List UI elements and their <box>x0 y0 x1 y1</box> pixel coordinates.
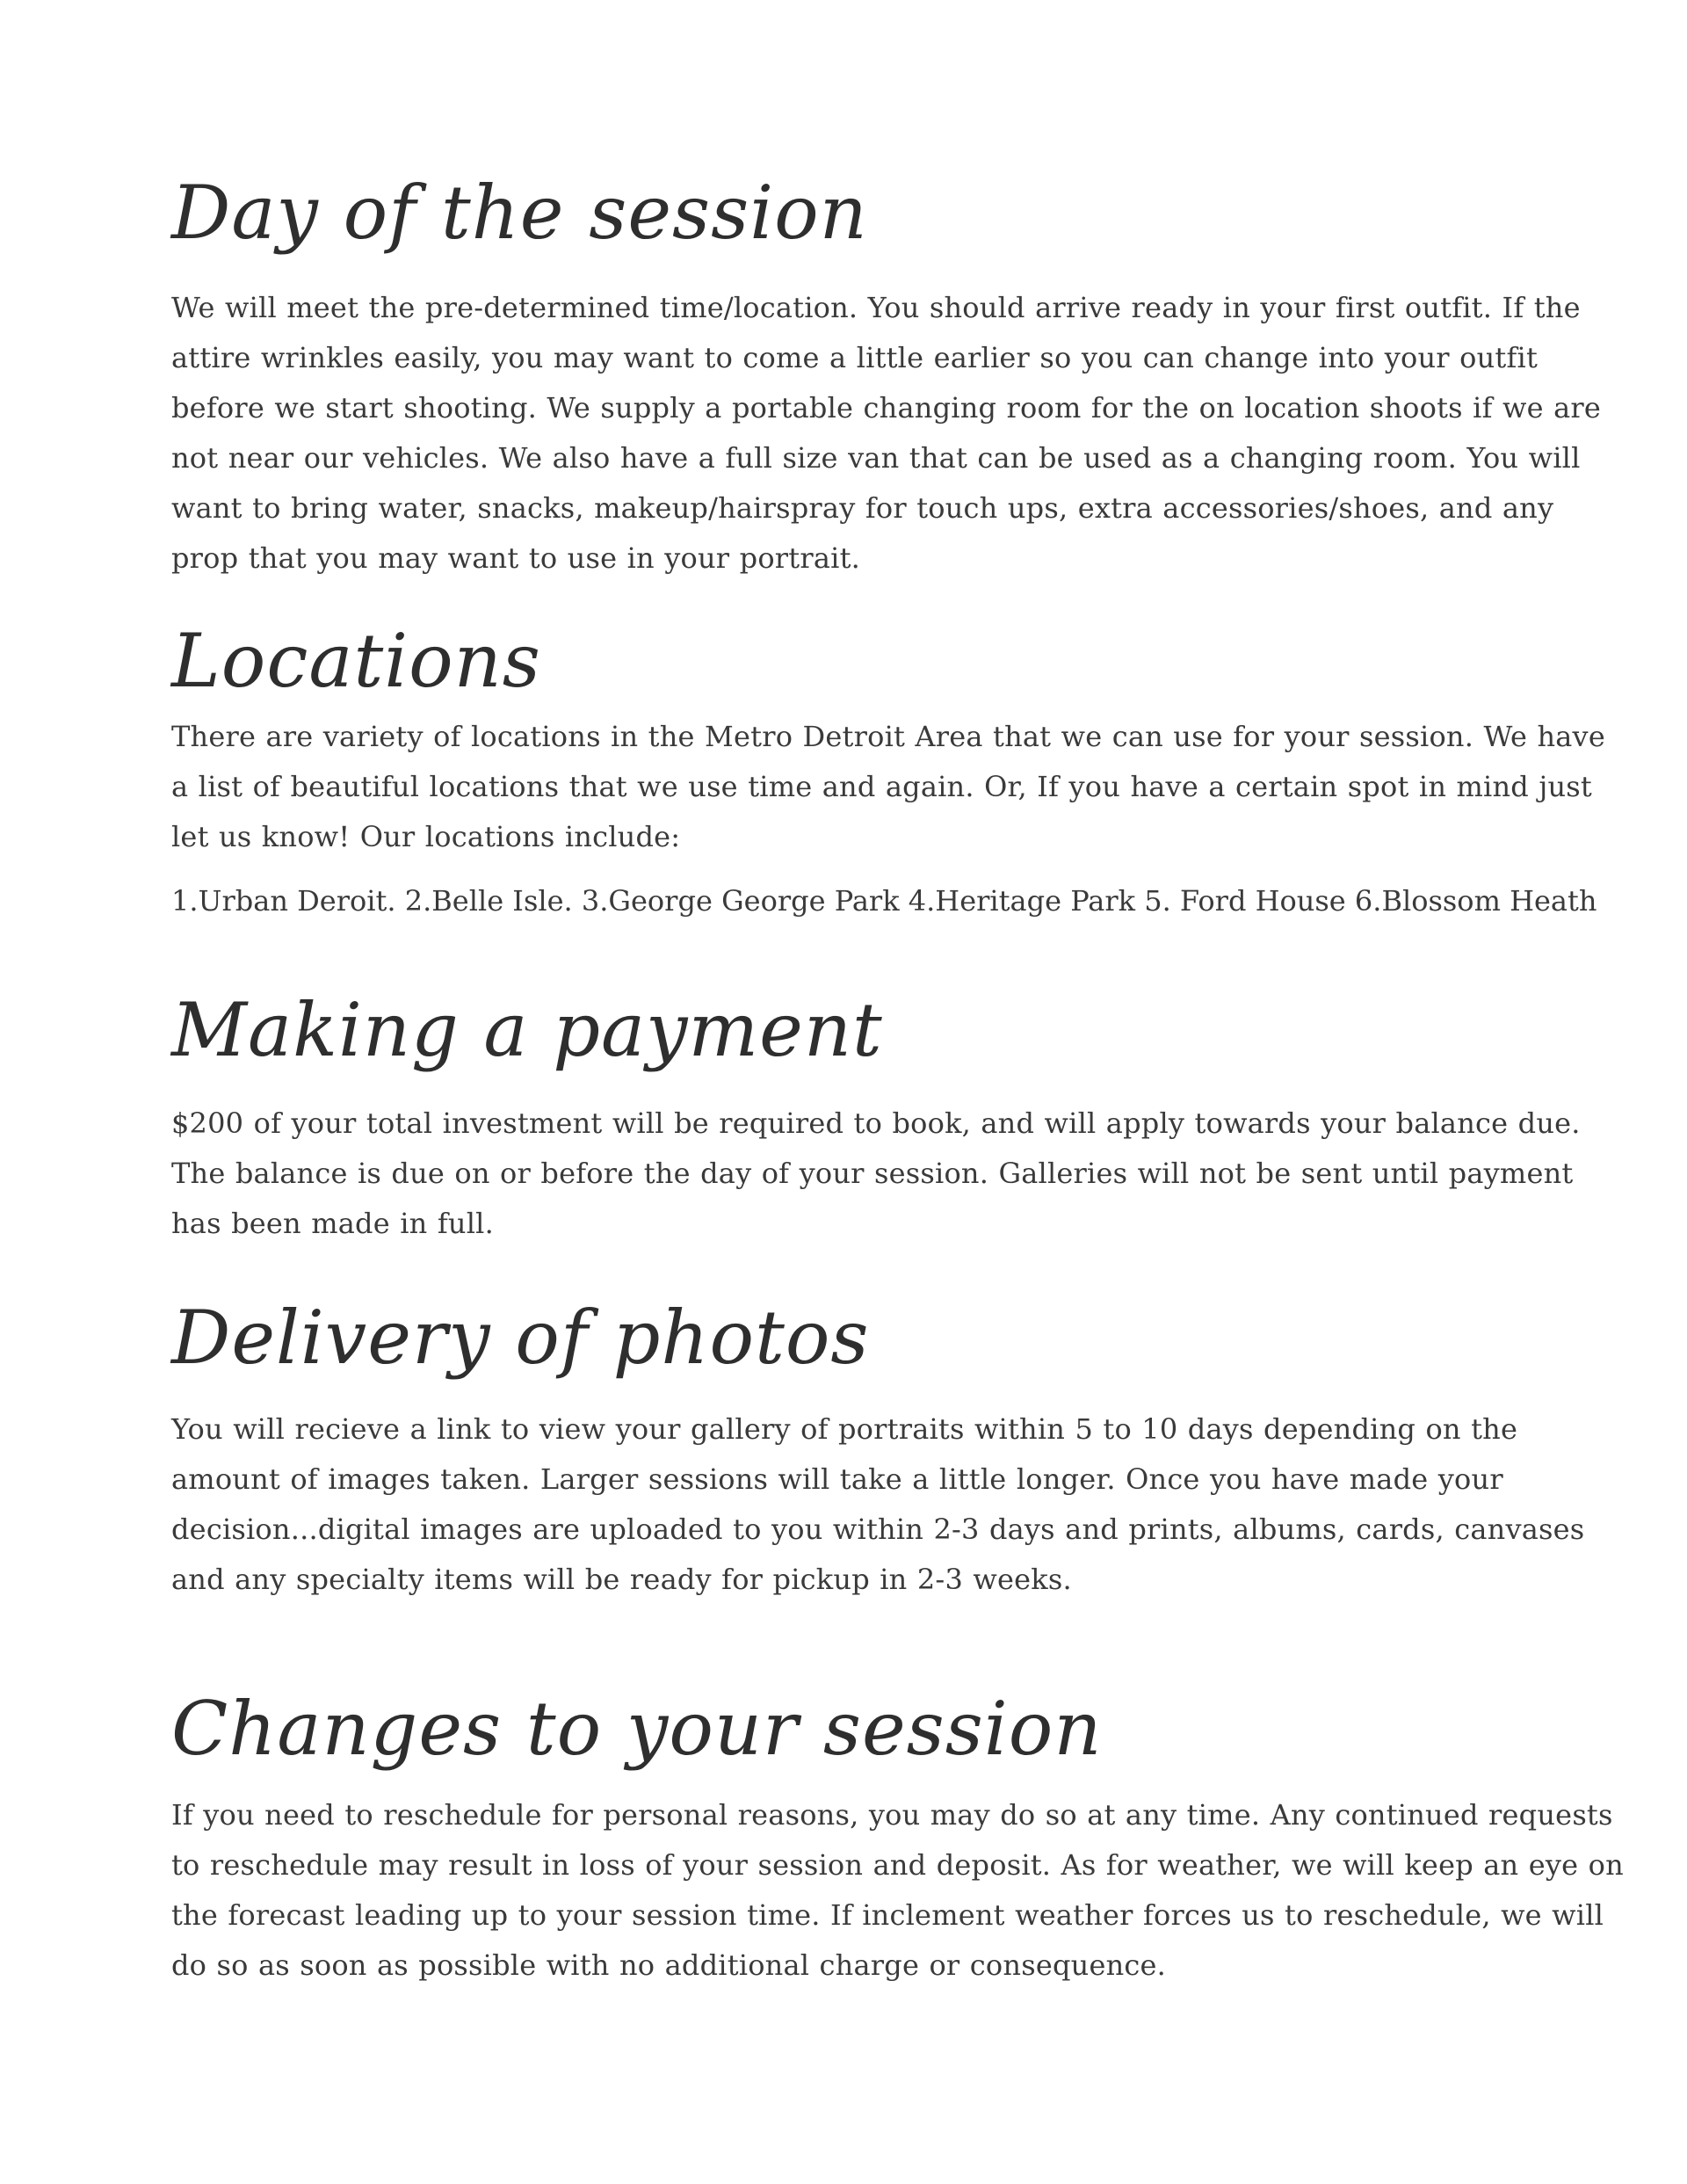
body-line: let us know! Our locations include: <box>171 820 681 853</box>
section-body <box>171 283 1602 584</box>
body-line: a list of beautiful locations that we use time and again. Or, If you have a certain spot in mind just <box>171 770 1592 803</box>
body-line: and any specialty items will be ready for pickup in 2-3 weeks. <box>171 1563 1072 1596</box>
section-heading: Locations <box>171 618 541 704</box>
section-locations <box>171 618 1605 926</box>
section-changes-session <box>171 1686 1624 1991</box>
body-line: the forecast leading up to your session time. If inclement weather forces us to reschedule, we will <box>171 1898 1604 1932</box>
body-line: decision...digital images are uploaded to you within 2-3 days and prints, albums, cards, canvases <box>171 1513 1585 1546</box>
section-day-of-session <box>171 170 1602 584</box>
body-line: do so as soon as possible with no additional charge or consequence. <box>171 1948 1167 1982</box>
body-line: not near our vehicles. We also have a full size van that can be used as a changing room. You will <box>171 441 1581 475</box>
body-line: has been made in full. <box>171 1207 494 1240</box>
section-heading: Day of the session <box>171 170 868 256</box>
section-body <box>171 1404 1585 1605</box>
section-making-payment <box>171 987 1581 1249</box>
body-line: to reschedule may result in loss of your session and deposit. As for weather, we will keep an eye on <box>171 1848 1624 1882</box>
body-line: want to bring water, snacks, makeup/hairspray for touch ups, extra accessories/shoes, and any <box>171 491 1554 525</box>
section-body <box>171 1099 1581 1249</box>
body-line: There are variety of locations in the Metro Detroit Area that we can use for your session. We have <box>171 720 1605 753</box>
body-line: The balance is due on or before the day of your session. Galleries will not be sent until payment <box>171 1157 1574 1190</box>
body-line: prop that you may want to use in your portrait. <box>171 541 861 575</box>
section-body <box>171 1790 1624 1991</box>
body-line: We will meet the pre-determined time/location. You should arrive ready in your first outfit. If the <box>171 291 1581 324</box>
body-line: You will recieve a link to view your gallery of portraits within 5 to 10 days depending on the <box>171 1412 1518 1446</box>
body-line: before we start shooting. We supply a portable changing room for the on location shoots if we are <box>171 391 1602 424</box>
body-line: amount of images taken. Larger sessions will take a little longer. Once you have made your <box>171 1462 1503 1496</box>
section-heading: Changes to your session <box>171 1686 1103 1772</box>
section-body <box>171 712 1605 862</box>
section-heading: Making a payment <box>171 987 883 1073</box>
body-line: attire wrinkles easily, you may want to come a little earlier so you can change into your outfit <box>171 341 1539 374</box>
body-line: If you need to reschedule for personal reasons, you may do so at any time. Any continued requests <box>171 1798 1613 1832</box>
section-delivery-photos <box>171 1295 1585 1605</box>
section-heading: Delivery of photos <box>171 1295 870 1381</box>
body-line: $200 of your total investment will be required to book, and will apply towards your balance due. <box>171 1107 1581 1140</box>
locations-list: 1.Urban Deroit. 2.Belle Isle. 3.George George Park 4.Heritage Park 5. Ford House 6.Blossom Heath <box>171 884 1597 918</box>
